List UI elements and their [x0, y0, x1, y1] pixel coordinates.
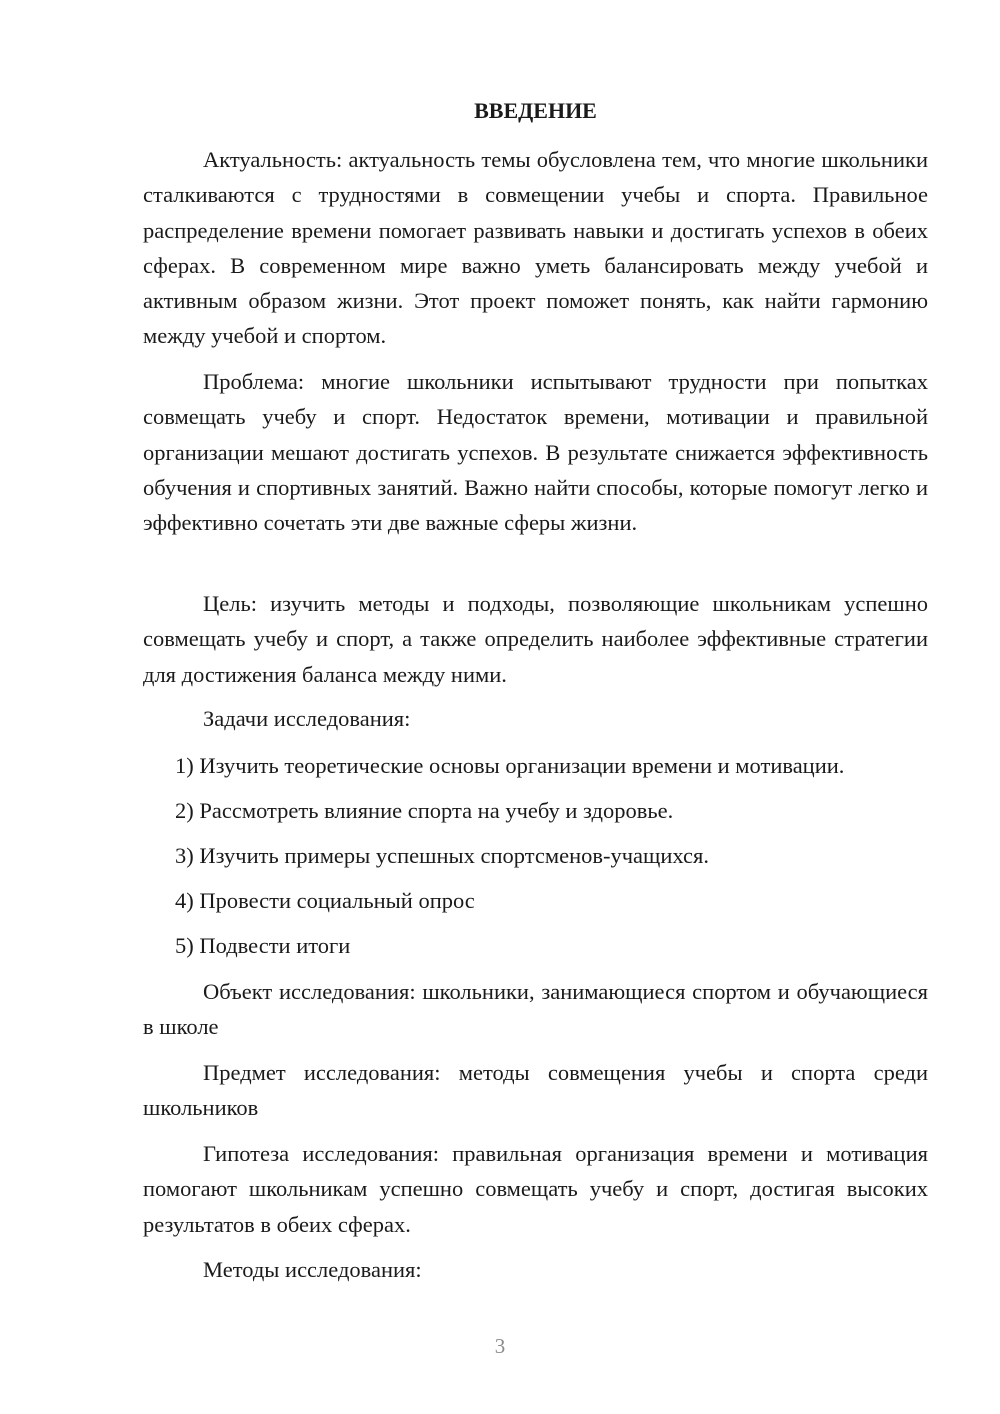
goal-paragraph: Цель: изучить методы и подходы, позволяющие школьникам успешно совмещать учебу и спорт, а также определить наиболее эффективные стратегии для достижения баланса между ними.	[143, 591, 928, 687]
hypothesis-paragraph: Гипотеза исследования: правильная организация времени и мотивация помогают школьникам успешно совмещать учебу и спорт, достигая высоких результатов в обеих сферах.	[143, 1141, 928, 1237]
object-paragraph: Объект исследования: школьники, занимающиеся спортом и обучающиеся в школе	[143, 979, 928, 1040]
task-item: 1) Изучить теоретические основы организации времени и мотивации.	[175, 753, 845, 778]
page-number: 3	[494, 1334, 506, 1358]
task-item: 2) Рассмотреть влияние спорта на учебу и здоровье.	[175, 798, 674, 823]
task-item: 5) Подвести итоги	[175, 933, 351, 958]
relevance-paragraph: Актуальность: актуальность темы обусловлена тем, что многие школьники сталкиваются с трудностями в совмещении учебы и спорта. Правильное распределение времени помогает развивать навыки и достигать успехов в обеих сферах. В современном мире важно уметь балансировать между учебой и активным образом жизни. Этот проект поможет понять, как найти гармонию между учебой и спортом.	[143, 147, 928, 349]
section-title: ВВЕДЕНИЕ	[474, 98, 597, 123]
task-item: 4) Провести социальный опрос	[175, 888, 475, 913]
tasks-heading: Задачи исследования:	[203, 706, 411, 731]
subject-paragraph: Предмет исследования: методы совмещения учебы и спорта среди школьников	[143, 1060, 928, 1121]
problem-paragraph: Проблема: многие школьники испытывают трудности при попытках совмещать учебу и спорт. Недостаток времени, мотивации и правильной организации мешают достигать успехов. В результате снижается эффективность обучения и спортивных занятий. Важно найти способы, которые помогут легко и эффективно сочетать эти две важные сферы жизни.	[143, 369, 928, 536]
methods-heading: Методы исследования:	[203, 1257, 422, 1282]
task-item: 3) Изучить примеры успешных спортсменов-учащихся.	[175, 843, 709, 868]
